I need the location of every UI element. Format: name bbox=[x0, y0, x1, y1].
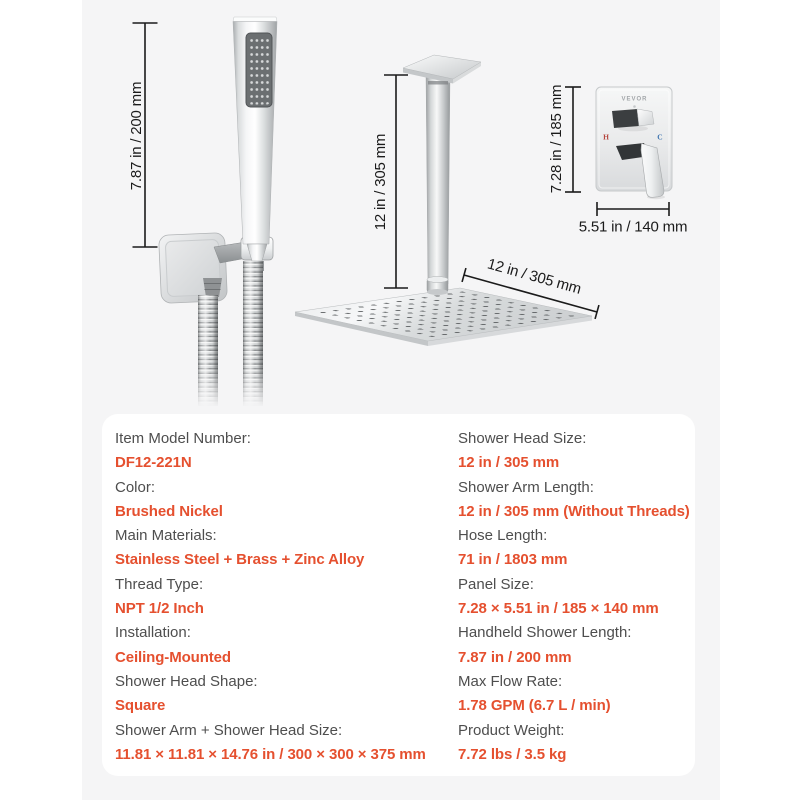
ceiling-flange bbox=[403, 55, 481, 85]
spec-row bbox=[458, 573, 693, 622]
spec-label: Shower Arm Length: bbox=[458, 478, 594, 496]
spec-column-left bbox=[115, 427, 455, 767]
spec-row bbox=[458, 719, 693, 768]
spec-row bbox=[115, 476, 455, 525]
spec-value: 71 in / 1803 mm bbox=[458, 551, 568, 569]
hose-nut-left bbox=[203, 278, 222, 297]
hose-fade-overlay bbox=[188, 366, 278, 414]
spec-label: Max Flow Rate: bbox=[458, 672, 563, 690]
spec-value: Ceiling-Mounted bbox=[115, 648, 231, 666]
spec-label: Installation: bbox=[115, 624, 191, 642]
diverter-knob bbox=[612, 109, 654, 131]
spec-row bbox=[115, 719, 455, 768]
panel-width-dimension-line bbox=[597, 202, 669, 216]
arm-length-dimension-label: 12 in / 305 mm bbox=[372, 133, 389, 231]
spec-label: Shower Head Size: bbox=[458, 430, 587, 447]
shower-arm-tube bbox=[426, 74, 450, 284]
spec-label: Panel Size: bbox=[458, 575, 534, 593]
spec-label: Product Weight: bbox=[458, 721, 565, 739]
arm-head-connector bbox=[427, 277, 448, 296]
head-width-dimension-label: 12 in / 305 mm bbox=[485, 255, 583, 298]
spec-label: Hose Length: bbox=[458, 527, 548, 545]
spec-label: Shower Arm + Shower Head Size: bbox=[115, 721, 343, 739]
spec-row bbox=[115, 524, 455, 573]
spec-row bbox=[458, 427, 693, 476]
spec-value: 11.81 × 11.81 × 14.76 in / 300 × 300 × 375 mm bbox=[115, 745, 426, 763]
spec-label: Handheld Shower Length: bbox=[458, 624, 632, 642]
spec-row bbox=[458, 621, 693, 670]
spec-column-right bbox=[458, 427, 693, 767]
spec-row bbox=[115, 573, 455, 622]
spec-row bbox=[115, 670, 455, 719]
handheld-length-dimension-label: 7.87 in / 200 mm bbox=[128, 81, 145, 191]
hot-water-label: H bbox=[603, 132, 609, 142]
spec-value: 7.87 in / 200 mm bbox=[458, 648, 572, 666]
cold-water-label: C bbox=[657, 132, 663, 142]
spec-row bbox=[458, 670, 693, 719]
panel-height-dimension-line bbox=[565, 87, 581, 192]
spec-row bbox=[458, 476, 693, 525]
spec-label: Shower Head Shape: bbox=[115, 672, 258, 690]
handheld-wand bbox=[233, 17, 277, 271]
spec-label: Main Materials: bbox=[115, 527, 217, 545]
spec-row bbox=[115, 621, 455, 670]
spec-label: Item Model Number: bbox=[115, 430, 251, 447]
spec-value: DF12-221N bbox=[115, 454, 192, 472]
spec-value: NPT 1/2 Inch bbox=[115, 600, 204, 618]
spec-value: Square bbox=[115, 697, 166, 715]
spec-card bbox=[102, 414, 695, 776]
spec-value: 12 in / 305 mm bbox=[458, 454, 560, 472]
valve-panel-figure bbox=[548, 85, 687, 236]
spec-label: Color: bbox=[115, 478, 156, 496]
panel-height-dimension-label: 7.28 in / 185 mm bbox=[548, 84, 565, 194]
diverter-indicator bbox=[633, 105, 636, 108]
brand-logo-text: VEVOR bbox=[621, 96, 648, 103]
handheld-shower-figure bbox=[128, 17, 278, 414]
spec-row bbox=[458, 524, 693, 573]
spec-row bbox=[115, 427, 455, 476]
spec-value: 1.78 GPM (6.7 L / min) bbox=[458, 697, 611, 715]
spec-value: 7.72 lbs / 3.5 kg bbox=[458, 745, 567, 763]
spec-value: 7.28 × 5.51 in / 185 × 140 mm bbox=[458, 600, 659, 618]
spec-label: Thread Type: bbox=[115, 575, 204, 593]
spec-value: Brushed Nickel bbox=[115, 502, 223, 520]
panel-width-dimension-label: 5.51 in / 140 mm bbox=[578, 218, 688, 236]
spec-value: 12 in / 305 mm (Without Threads) bbox=[458, 502, 690, 520]
spec-value: Stainless Steel + Brass + Zinc Alloy bbox=[115, 551, 365, 569]
